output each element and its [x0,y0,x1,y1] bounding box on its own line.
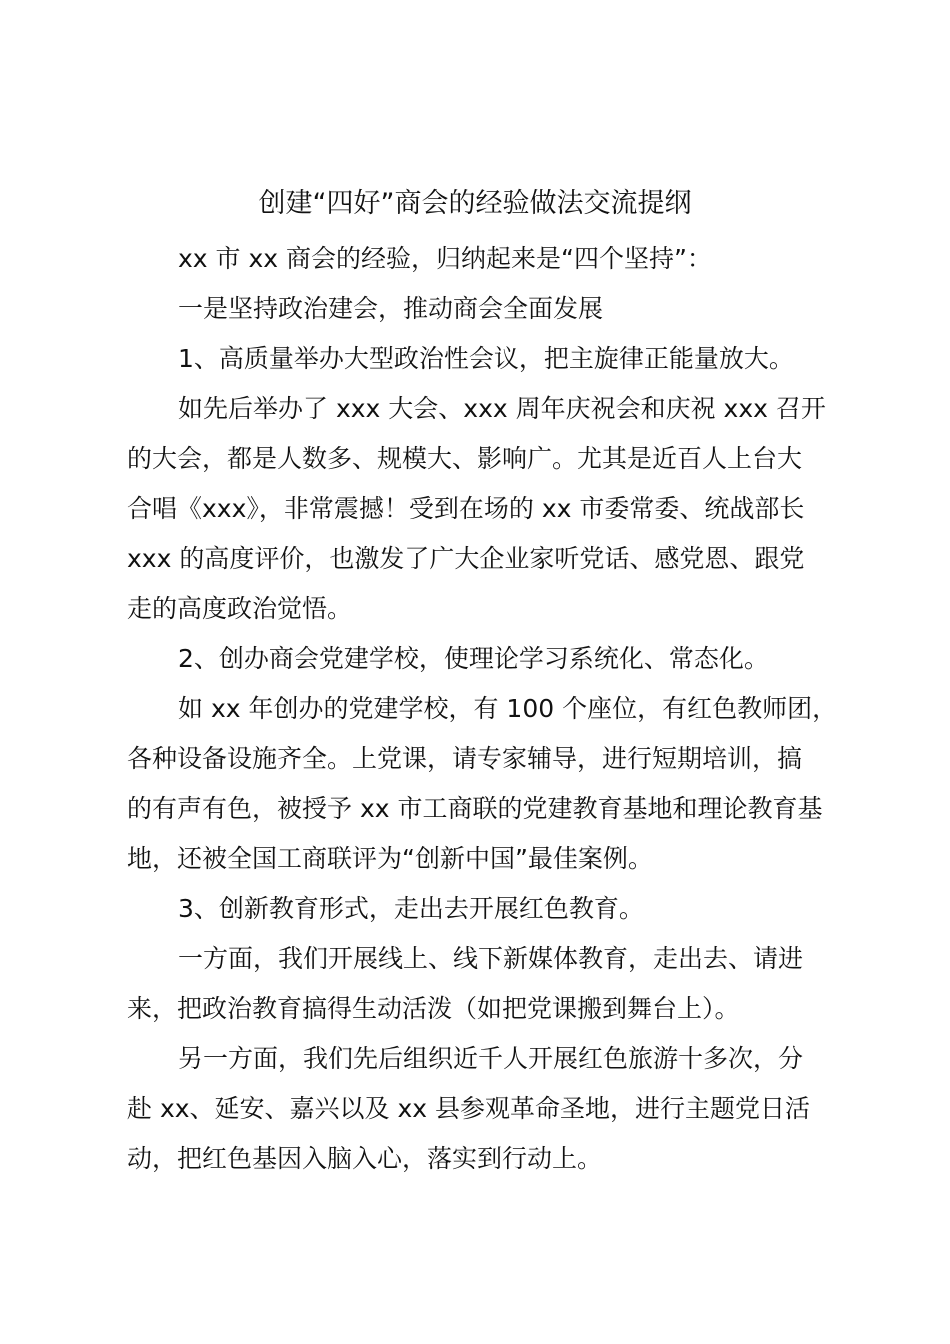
document-title: 创建“四好”商会的经验做法交流提纲 [258,188,692,219]
intro-line: xx 市 xx 商会的经验，归纳起来是“四个坚持”： [178,244,712,273]
paragraph-line: 各种设备设施齐全。上党课，请专家辅导，进行短期培训，搞 [127,744,803,773]
paragraph-line: xxx 的高度评价，也激发了广大企业家听党话、感党恩、跟党 [127,544,805,573]
paragraph-line: 动，把红色基因入脑入心，落实到行动上。 [127,1144,603,1173]
item-heading-1: 1、高质量举办大型政治性会议，把主旋律正能量放大。 [178,344,794,373]
paragraph-line: 如 xx 年创办的党建学校，有 100 个座位，有红色教师团， [178,694,838,723]
paragraph-line: 的有声有色，被授予 xx 市工商联的党建教育基地和理论教育基 [127,794,823,823]
paragraph-line: 走的高度政治觉悟。 [127,594,353,623]
paragraph-line: 的大会，都是人数多、规模大、影响广。尤其是近百人上台大 [127,444,803,473]
paragraph-line: 一方面，我们开展线上、线下新媒体教育，走出去、请进 [178,944,804,973]
paragraph-line: 另一方面，我们先后组织近千人开展红色旅游十多次，分 [178,1044,804,1073]
paragraph-line: 如先后举办了 xxx 大会、xxx 周年庆祝会和庆祝 xxx 召开 [178,394,826,423]
paragraph-line: 赴 xx、延安、嘉兴以及 xx 县参观革命圣地，进行主题党日活 [127,1094,811,1123]
paragraph-line: 合唱《xxx》，非常震撼！受到在场的 xx 市委常委、统战部长 [127,494,805,523]
item-heading-3: 3、创新教育形式，走出去开展红色教育。 [178,894,644,923]
document-body [127,234,847,1184]
paragraph-line: 来，把政治教育搞得生动活泼（如把党课搬到舞台上）。 [127,994,740,1023]
section-heading: 一是坚持政治建会，推动商会全面发展 [178,294,604,323]
paragraph-line: 地，还被全国工商联评为“创新中国”最佳案例。 [127,844,653,873]
item-heading-2: 2、创办商会党建学校，使理论学习系统化、常态化。 [178,644,769,673]
